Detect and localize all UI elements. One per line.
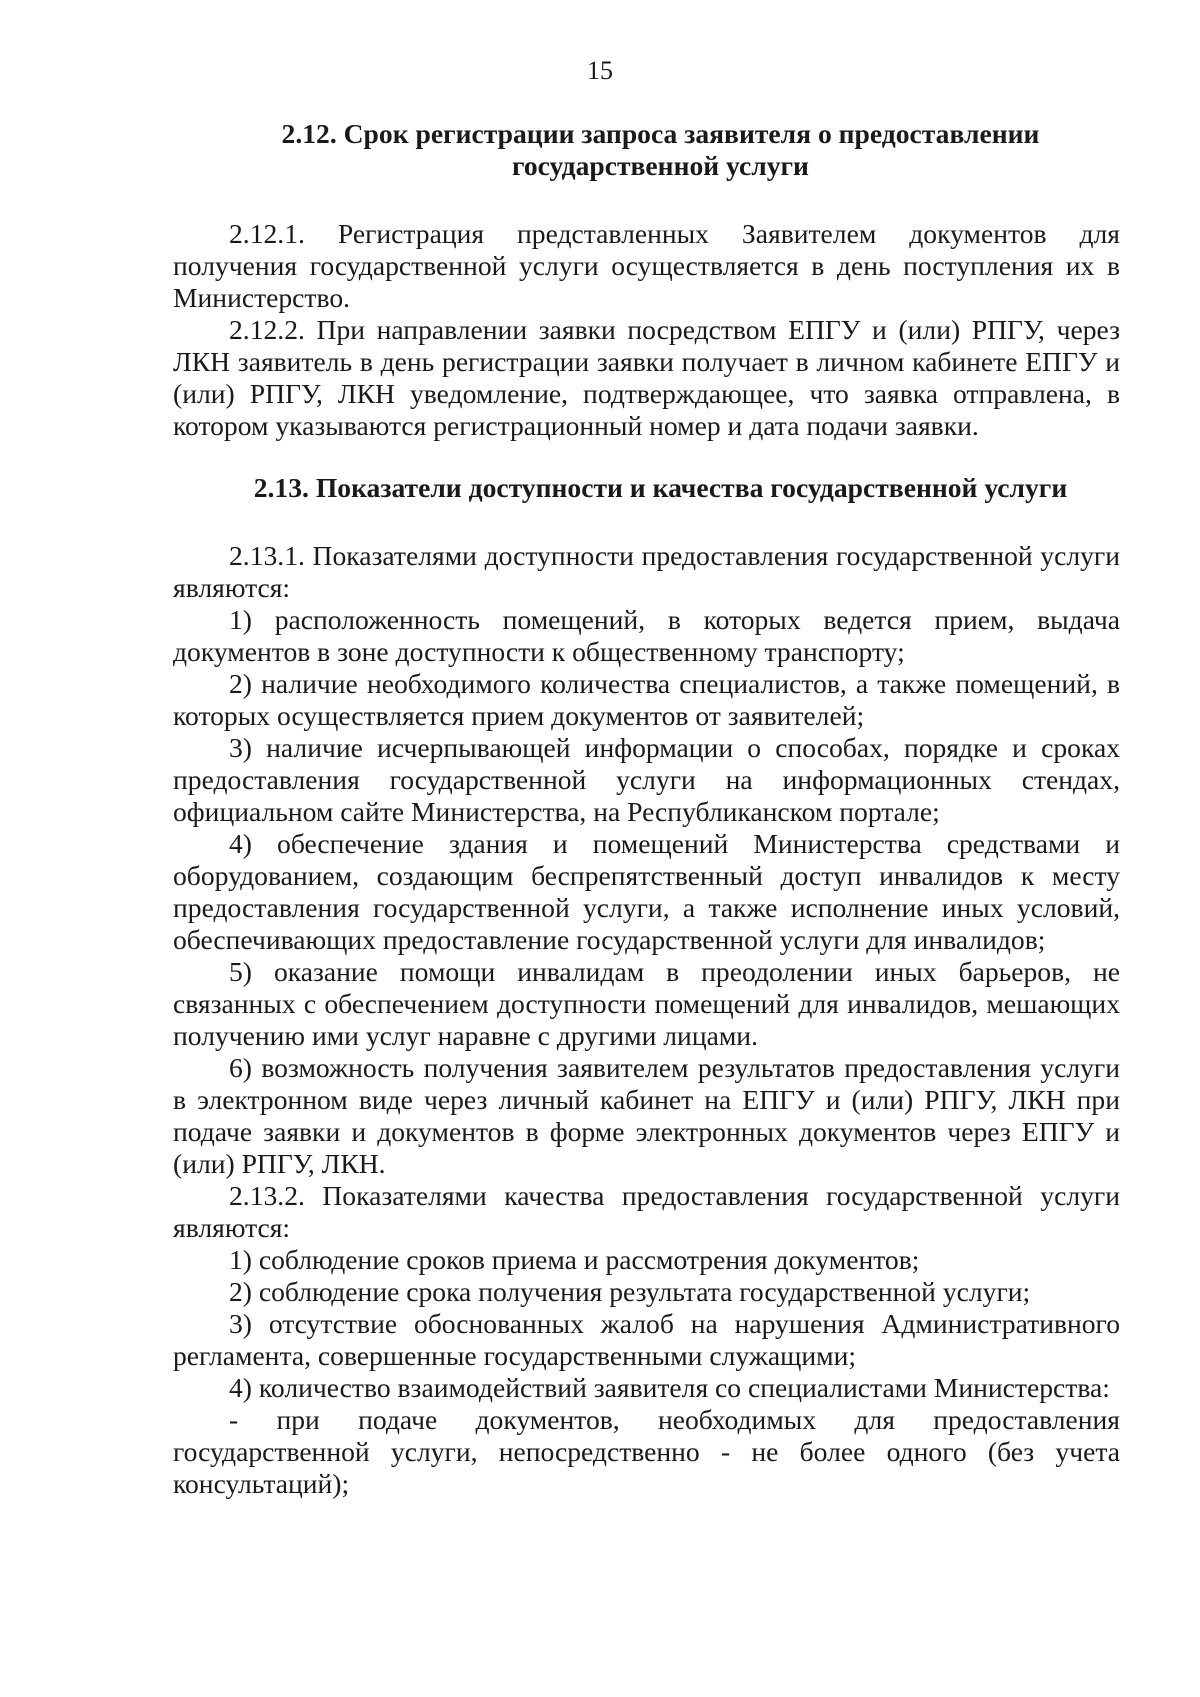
list-item-accessibility-3: 3) наличие исчерпывающей информации о способах, порядке и сроках предоставления государственной услуги на информационных стендах, официальном сайте Министерства, на Республиканском портале; <box>173 732 1120 827</box>
list-item-accessibility-6: 6) возможность получения заявителем результатов предоставления услуги в электронном виде через личный кабинет на ЕПГУ и (или) РПГУ, ЛКН при подаче заявки и документов в форме электронных документов через ЕПГУ и (или) РПГУ, ЛКН. <box>173 1052 1120 1179</box>
section-2-12-heading: 2.12. Срок регистрации запроса заявителя о предоставлении государственной услуги <box>281 118 1040 181</box>
list-item-quality-4-subitem: - при подаче документов, необходимых для предоставления государственной услуги, непосредственно - не более одного (без учета консультаций); <box>173 1404 1120 1499</box>
list-item-accessibility-1: 1) расположенность помещений, в которых ведется прием, выдача документов в зоне доступности к общественному транспорту; <box>173 604 1120 667</box>
list-item-accessibility-4: 4) обеспечение здания и помещений Министерства средствами и оборудованием, создающим беспрепятственный доступ инвалидов к месту предоставления государственной услуги, а также исполнение иных условий, обеспечивающих предоставление государственной услуги для инвалидов; <box>173 828 1120 955</box>
document-body <box>173 118 1120 1500</box>
list-item-quality-3: 3) отсутствие обоснованных жалоб на нарушения Административного регламента, совершенные государственными служащими; <box>173 1308 1120 1371</box>
section-2-13-heading: 2.13. Показатели доступности и качества государственной услуги <box>253 472 1068 503</box>
list-item-accessibility-2: 2) наличие необходимого количества специалистов, а также помещений, в которых осуществляется прием документов от заявителей; <box>173 668 1120 731</box>
list-item-quality-4: 4) количество взаимодействий заявителя со специалистами Министерства: <box>229 1372 1110 1403</box>
paragraph-2-13-1: 2.13.1. Показателями доступности предоставления государственной услуги являются: <box>173 540 1120 603</box>
page-number: 15 <box>587 56 613 85</box>
paragraph-2-12-1: 2.12.1. Регистрация представленных Заявителем документов для получения государственной услуги осуществляется в день поступления их в Министерство. <box>173 218 1120 313</box>
list-item-accessibility-5: 5) оказание помощи инвалидам в преодолении иных барьеров, не связанных с обеспечением доступности помещений для инвалидов, мешающих получению ими услуг наравне с другими лицами. <box>173 956 1120 1051</box>
list-item-quality-2: 2) соблюдение срока получения результата государственной услуги; <box>229 1276 1031 1307</box>
list-item-quality-1: 1) соблюдение сроков приема и рассмотрения документов; <box>229 1244 920 1275</box>
paragraph-2-12-2: 2.12.2. При направлении заявки посредством ЕПГУ и (или) РПГУ, через ЛКН заявитель в день регистрации заявки получает в личном кабинете ЕПГУ и (или) РПГУ, ЛКН уведомление, подтверждающее, что заявка отправлена, в котором указываются регистрационный номер и дата подачи заявки. <box>173 314 1120 441</box>
paragraph-2-13-2: 2.13.2. Показателями качества предоставления государственной услуги являются: <box>173 1180 1120 1243</box>
